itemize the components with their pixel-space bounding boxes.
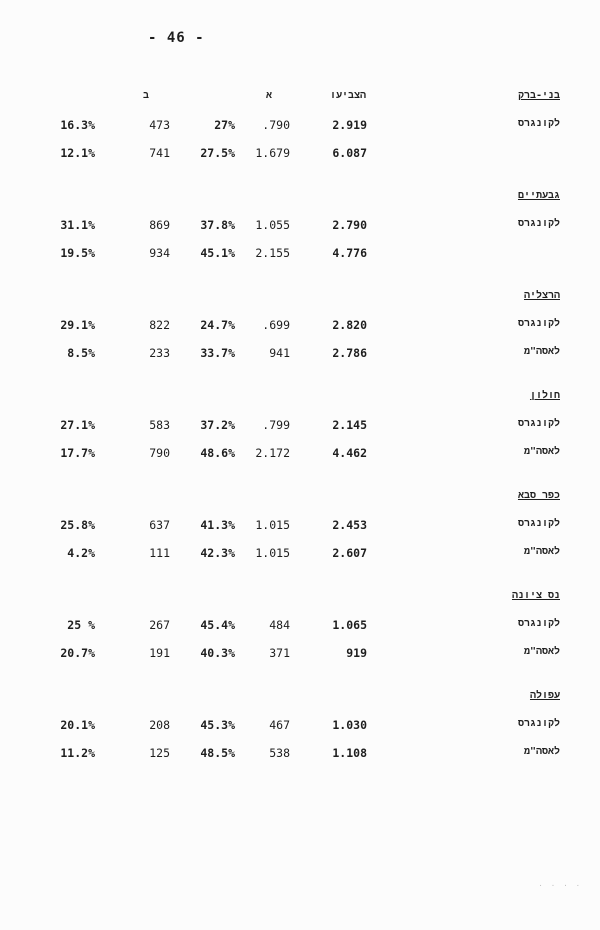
row-label: לאסה"מ [523, 646, 560, 657]
cell-a-votes: 538 [269, 746, 290, 760]
cell-voted: 2.607 [332, 546, 367, 560]
cell-b-votes: 869 [149, 218, 170, 232]
cell-voted: 1.030 [332, 718, 367, 732]
cell-a-percent: 45.4% [200, 618, 235, 632]
cell-a-votes: .699 [262, 318, 290, 332]
cell-b-votes: 125 [149, 746, 170, 760]
cell-a-percent: 48.5% [200, 746, 235, 760]
town-heading: כפר סבא [517, 490, 560, 501]
row-label: לקונגרס [517, 318, 560, 329]
cell-a-percent: 33.7% [200, 346, 235, 360]
page-corner-mark: · · · · [538, 882, 582, 890]
cell-b-percent: 8.5% [67, 346, 95, 360]
row-label: לקונגרס [517, 218, 560, 229]
cell-b-votes: 822 [149, 318, 170, 332]
cell-voted: 2.453 [332, 518, 367, 532]
cell-b-percent: 12.1% [60, 146, 95, 160]
cell-b-votes: 267 [149, 618, 170, 632]
cell-b-percent: 29.1% [60, 318, 95, 332]
header-col-alef: א [266, 90, 273, 101]
cell-a-votes: 1.015 [255, 546, 290, 560]
cell-a-votes: .799 [262, 418, 290, 432]
cell-a-votes: 1.679 [255, 146, 290, 160]
cell-b-percent: 25 % [67, 618, 95, 632]
cell-b-votes: 473 [149, 118, 170, 132]
cell-a-votes: 2.155 [255, 246, 290, 260]
cell-a-percent: 40.3% [200, 646, 235, 660]
header-voted: הצביעו [330, 90, 367, 101]
cell-b-votes: 583 [149, 418, 170, 432]
cell-voted: 2.145 [332, 418, 367, 432]
row-label: לאסה"מ [523, 346, 560, 357]
cell-b-votes: 111 [149, 546, 170, 560]
cell-b-votes: 934 [149, 246, 170, 260]
row-label: לאסה"מ [523, 546, 560, 557]
cell-b-percent: 19.5% [60, 246, 95, 260]
cell-b-percent: 27.1% [60, 418, 95, 432]
town-heading: בני-ברק [517, 90, 560, 101]
row-label: לאסה"מ [523, 446, 560, 457]
cell-voted: 4.462 [332, 446, 367, 460]
cell-a-votes: 467 [269, 718, 290, 732]
cell-voted: 6.087 [332, 146, 367, 160]
town-heading: הרצליה [523, 290, 560, 301]
cell-a-percent: 37.2% [200, 418, 235, 432]
cell-voted: 2.919 [332, 118, 367, 132]
cell-a-votes: 1.015 [255, 518, 290, 532]
cell-b-votes: 208 [149, 718, 170, 732]
cell-a-votes: .790 [262, 118, 290, 132]
cell-voted: 2.786 [332, 346, 367, 360]
cell-a-votes: 1.055 [255, 218, 290, 232]
cell-voted: 1.108 [332, 746, 367, 760]
page-number: - 46 - [148, 30, 205, 46]
cell-a-votes: 484 [269, 618, 290, 632]
cell-a-votes: 371 [269, 646, 290, 660]
cell-a-percent: 27% [214, 118, 235, 132]
cell-voted: 1.065 [332, 618, 367, 632]
cell-b-percent: 16.3% [60, 118, 95, 132]
cell-a-percent: 48.6% [200, 446, 235, 460]
town-heading: נס ציונה [511, 590, 560, 601]
row-label: לקונגרס [517, 718, 560, 729]
row-label: לאסה"מ [523, 746, 560, 757]
cell-a-percent: 42.3% [200, 546, 235, 560]
cell-b-percent: 25.8% [60, 518, 95, 532]
town-heading: עפולה [529, 690, 560, 701]
row-label: לקונגרס [517, 418, 560, 429]
cell-b-percent: 11.2% [60, 746, 95, 760]
cell-a-percent: 41.3% [200, 518, 235, 532]
cell-voted: 4.776 [332, 246, 367, 260]
cell-a-votes: 2.172 [255, 446, 290, 460]
cell-a-percent: 24.7% [200, 318, 235, 332]
cell-b-votes: 191 [149, 646, 170, 660]
cell-a-percent: 27.5% [200, 146, 235, 160]
cell-b-percent: 20.1% [60, 718, 95, 732]
cell-b-votes: 790 [149, 446, 170, 460]
cell-a-votes: 941 [269, 346, 290, 360]
cell-b-votes: 741 [149, 146, 170, 160]
cell-a-percent: 45.1% [200, 246, 235, 260]
cell-b-percent: 31.1% [60, 218, 95, 232]
town-heading: גבעתיים [517, 190, 560, 201]
cell-b-percent: 17.7% [60, 446, 95, 460]
cell-b-votes: 233 [149, 346, 170, 360]
row-label: לקונגרס [517, 118, 560, 129]
cell-voted: 2.790 [332, 218, 367, 232]
cell-voted: 919 [346, 646, 367, 660]
cell-voted: 2.820 [332, 318, 367, 332]
row-label: לקונגרס [517, 518, 560, 529]
town-heading: חולון [529, 390, 560, 401]
row-label: לקונגרס [517, 618, 560, 629]
cell-b-percent: 20.7% [60, 646, 95, 660]
cell-a-percent: 37.8% [200, 218, 235, 232]
cell-b-votes: 637 [149, 518, 170, 532]
cell-b-percent: 4.2% [67, 546, 95, 560]
cell-a-percent: 45.3% [200, 718, 235, 732]
header-col-bet: ב [143, 90, 150, 101]
